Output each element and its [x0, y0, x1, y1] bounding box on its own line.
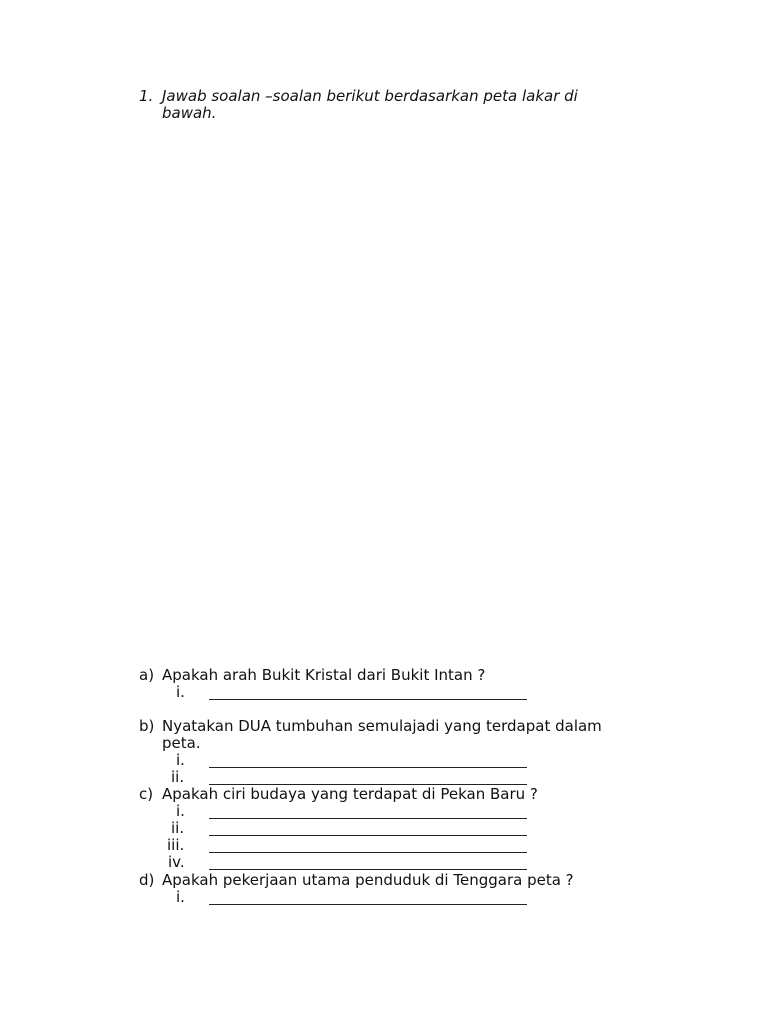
- question-c-answer-iv-line[interactable]: [209, 869, 527, 870]
- question-b-text-line1: Nyatakan DUA tumbuhan semulajadi yang terdapat dalam: [162, 717, 602, 735]
- question-c-answer-i-label: i.: [176, 802, 185, 820]
- question-a-answer-i-line[interactable]: [209, 699, 527, 700]
- question-c-answer-iii-line[interactable]: [209, 852, 527, 853]
- question-c-answer-iii-label: iii.: [167, 836, 185, 854]
- instruction-text-line2: bawah.: [162, 104, 217, 122]
- question-a-text: Apakah arah Bukit Kristal dari Bukit Intan ?: [162, 666, 486, 684]
- question-c-answer-i-line[interactable]: [209, 818, 527, 819]
- question-b-answer-i-line[interactable]: [209, 767, 527, 768]
- question-d-answer-i-label: i.: [176, 888, 185, 906]
- question-a-letter: a): [139, 666, 155, 684]
- question-c-answer-iv-label: iv.: [168, 853, 185, 871]
- question-a-answer-i-label: i.: [176, 683, 185, 701]
- question-b-answer-i-label: i.: [176, 751, 185, 769]
- question-b-answer-ii-label: ii.: [171, 768, 185, 786]
- question-c-answer-ii-line[interactable]: [209, 835, 527, 836]
- question-d-answer-i-line[interactable]: [209, 904, 527, 905]
- question-c-answer-ii-label: ii.: [171, 819, 185, 837]
- question-d-text: Apakah pekerjaan utama penduduk di Tenggara peta ?: [162, 871, 574, 889]
- question-c-text: Apakah ciri budaya yang terdapat di Pekan Baru ?: [162, 785, 538, 803]
- instruction-text-line1: Jawab soalan –soalan berikut berdasarkan peta lakar di: [162, 87, 578, 105]
- question-b-letter: b): [139, 717, 155, 735]
- question-d-letter: d): [139, 871, 155, 889]
- instruction-number: 1.: [139, 87, 154, 105]
- question-b-text-line2: peta.: [162, 734, 201, 752]
- question-c-letter: c): [139, 785, 154, 803]
